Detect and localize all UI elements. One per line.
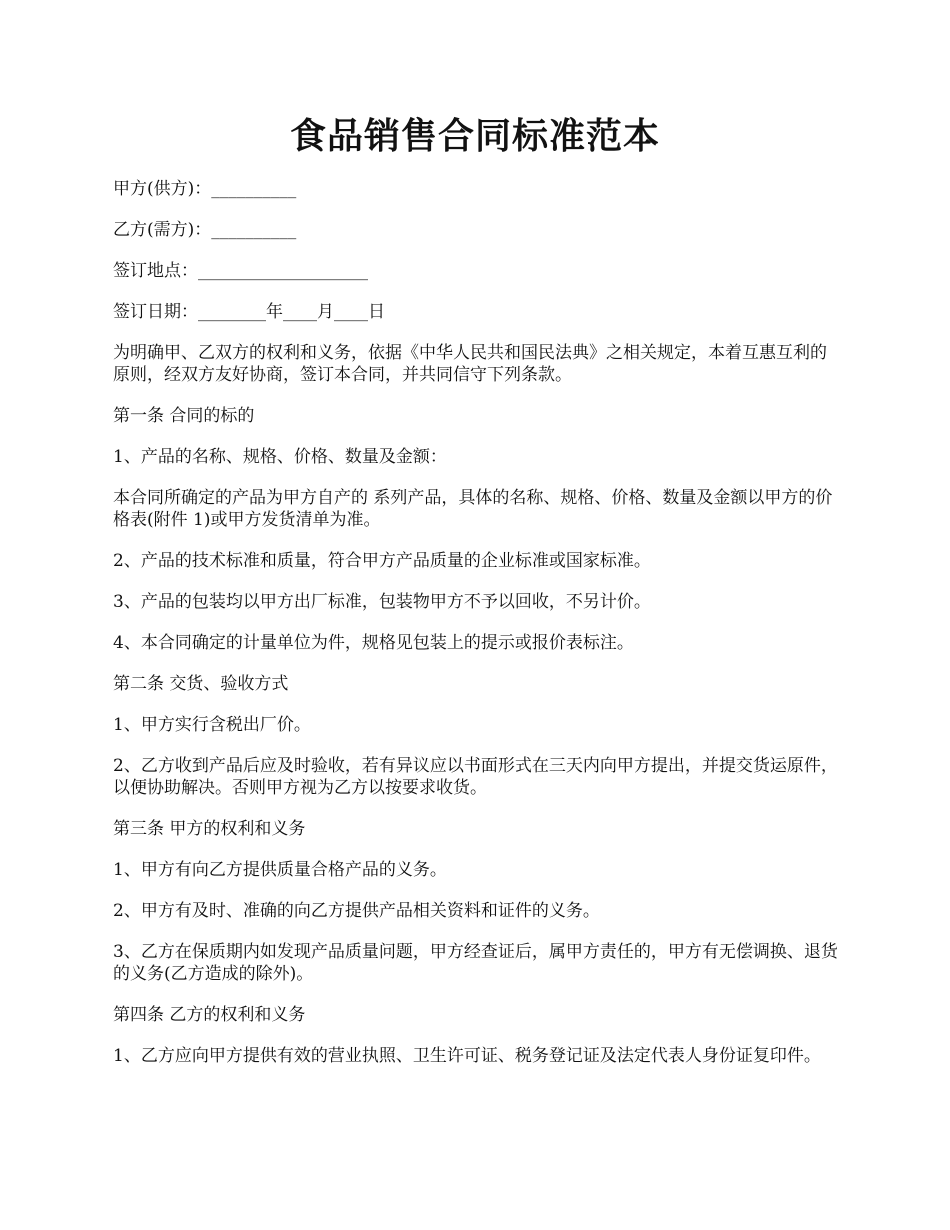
signing-place-field: 签订地点：____________________ <box>113 261 368 281</box>
document-body <box>113 178 838 1086</box>
article-4-item-1: 1、乙方应向甲方提供有效的营业执照、卫生许可证、税务登记证及法定代表人身份证复印件。 <box>113 1046 821 1066</box>
article-1-heading: 第一条 合同的标的 <box>113 406 255 426</box>
article-1-item-3: 3、产品的包装均以甲方出厂标准，包装物甲方不予以回收，不另计价。 <box>113 592 651 612</box>
article-1-item-1-detail: 本合同所确定的产品为甲方自产的 系列产品，具体的名称、规格、价格、数量及金额以甲方的价格表(附件 1)或甲方发货清单为准。 <box>113 488 833 530</box>
article-3-item-1: 1、甲方有向乙方提供质量合格产品的义务。 <box>113 860 447 880</box>
document-title: 食品销售合同标准范本 <box>289 115 660 157</box>
party-a-field: 甲方(供方)：__________ <box>113 179 297 199</box>
article-4-heading: 第四条 乙方的权利和义务 <box>113 1005 306 1025</box>
article-2-item-1: 1、甲方实行含税出厂价。 <box>113 715 311 735</box>
article-2-heading: 第二条 交货、验收方式 <box>113 674 289 694</box>
article-1-item-1: 1、产品的名称、规格、价格、数量及金额： <box>113 447 447 467</box>
article-3-item-2: 2、甲方有及时、准确的向乙方提供产品相关资料和证件的义务。 <box>113 901 600 921</box>
article-2-item-2: 2、乙方收到产品后应及时验收，若有异议应以书面形式在三天内向甲方提出，并提交货运原件，以便协助解决。否则甲方视为乙方以按要求收货。 <box>113 756 838 798</box>
article-1-item-2: 2、产品的技术标准和质量，符合甲方产品质量的企业标准或国家标准。 <box>113 551 651 571</box>
party-b-field: 乙方(需方)：__________ <box>113 220 297 240</box>
preamble-paragraph: 为明确甲、乙双方的权利和义务，依据《中华人民共和国民法典》之相关规定，本着互惠互利的原则，经双方友好协商，签订本合同，并共同信守下列条款。 <box>113 343 827 385</box>
signing-date-field: 签订日期：________年____月____日 <box>113 302 385 322</box>
article-1-item-4: 4、本合同确定的计量单位为件，规格见包装上的提示或报价表标注。 <box>113 633 634 653</box>
article-3-heading: 第三条 甲方的权利和义务 <box>113 819 306 839</box>
article-3-item-3: 3、乙方在保质期内如发现产品质量问题，甲方经查证后，属甲方责任的，甲方有无偿调换、退货的义务(乙方造成的除外)。 <box>113 942 838 984</box>
